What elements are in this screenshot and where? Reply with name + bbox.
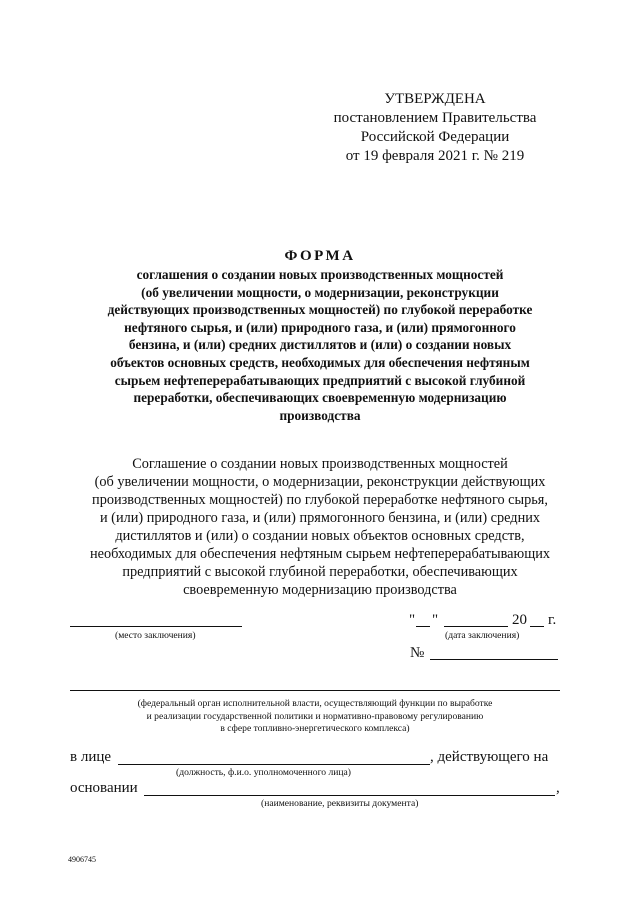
form-subtitle-line: производства (279, 407, 361, 423)
authority-caption-line: в сфере топливно-энергетического комплекса) (220, 723, 410, 734)
date-quote-open: " (409, 612, 416, 628)
form-subtitle-line: нефтяного сырья, и (или) природного газа, и (или) прямогонного (124, 319, 516, 335)
agreement-title-line: дистиллятов и (или) о создании новых объектов основных средств, (115, 528, 525, 544)
approval-line-2: Российской Федерации (360, 129, 510, 145)
date-month-line[interactable] (444, 626, 508, 627)
authority-caption-line: (федеральный орган исполнительной власти, осуществляющий функции по выработке (137, 698, 493, 709)
date-day-line[interactable] (416, 626, 430, 627)
agreement-title-line: производственных мощностей) по глубокой переработке нефтяного сырья, (92, 492, 548, 508)
form-subtitle-line: (об увеличении мощности, о модернизации, реконструкции (141, 284, 499, 300)
basis-label: основании (70, 780, 138, 796)
basis-suffix: , (556, 780, 560, 796)
form-title: ФОРМА (284, 248, 356, 264)
basis-field-line[interactable] (144, 795, 555, 796)
approval-block (330, 90, 540, 166)
approval-line-1: постановлением Правительства (333, 110, 537, 126)
approval-line-3: от 19 февраля 2021 г. № 219 (345, 148, 525, 164)
form-subtitle-line: объектов основных средств, необходимых для обеспечения нефтяным (110, 354, 530, 370)
approval-title: УТВЕРЖДЕНА (384, 91, 486, 107)
place-field-line[interactable] (70, 626, 242, 627)
in-person-field-line[interactable] (118, 764, 430, 765)
agreement-title-line: предприятий с высокой глубиной переработки, обеспечивающих (122, 564, 518, 580)
in-person-label: в лице (70, 749, 112, 765)
number-field-line[interactable] (430, 659, 558, 660)
form-subtitle-line: действующих производственных мощностей) по глубокой переработке (107, 302, 533, 318)
place-caption: (место заключения) (115, 630, 196, 641)
date-caption: (дата заключения) (445, 630, 520, 641)
agreement-title-line: (об увеличении мощности, о модернизации, реконструкции действующих (94, 474, 546, 490)
agreement-title-line: необходимых для обеспечения нефтяным сырьем нефтеперерабатывающих (89, 546, 551, 562)
authority-caption (70, 698, 560, 736)
document-id: 4906745 (68, 855, 96, 864)
form-subtitle-line: соглашения о создании новых производственных мощностей (136, 267, 504, 282)
document-caption: (наименование, реквизиты документа) (261, 798, 419, 809)
agreement-title-line: Соглашение о создании новых производственных мощностей (132, 456, 508, 472)
authority-field-line[interactable] (70, 690, 560, 691)
form-subtitle-line: переработки, обеспечивающих своевременную модернизацию (133, 390, 507, 406)
date-year-line[interactable] (530, 626, 544, 627)
agreement-title (60, 455, 580, 599)
date-year-prefix: 20 (512, 612, 527, 628)
form-subtitle (80, 266, 560, 424)
authority-caption-line: и реализации государственной политики и нормативно-правовому регулированию (146, 710, 484, 722)
position-caption: (должность, ф.и.о. уполномоченного лица) (176, 767, 352, 778)
number-sign: № (410, 645, 425, 661)
date-year-suffix: г. (548, 612, 557, 628)
agreement-title-line: и (или) природного газа, и (или) прямогонного бензина, и (или) средних (99, 510, 541, 526)
in-person-suffix: , действующего на (430, 749, 549, 765)
form-subtitle-line: сырьем нефтеперерабатывающих предприятий с высокой глубиной (114, 372, 526, 388)
form-subtitle-line: бензина, и (или) средних дистиллятов и (или) о создании новых (128, 337, 512, 353)
date-quote-close: " (432, 612, 439, 628)
agreement-title-line: своевременную модернизацию производства (183, 582, 457, 598)
